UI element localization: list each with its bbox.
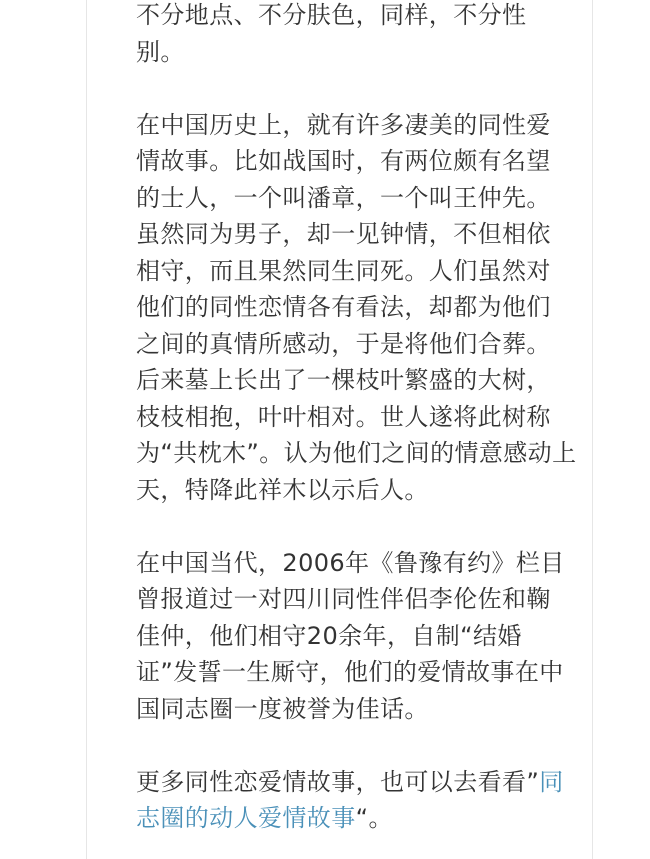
story-link[interactable]: 志圈的动人爱情故事	[136, 804, 356, 832]
text-line: 曾报道过一对四川同性伴侣李伦佐和鞠	[136, 585, 551, 613]
text-line: 不分地点、不分肤色，同样，不分性	[136, 1, 527, 29]
paragraph-gap	[136, 508, 576, 545]
text-line: 后来墓上长出了一棵枝叶繁盛的大树，	[136, 366, 551, 394]
text-line: 证”发誓一生厮守，他们的爱情故事在中	[136, 658, 564, 686]
text-line: 为“共枕木”。认为他们之间的情意感动上	[136, 439, 577, 467]
text-line: 之间的真情所感动，于是将他们合葬。	[136, 329, 551, 358]
text-line: 国同志圈一度被誉为佳话。	[136, 694, 429, 723]
closing-paragraph	[136, 764, 576, 837]
text-line: 在中国历史上，就有许多凄美的同性爱	[136, 110, 551, 139]
paragraph-2	[136, 107, 576, 509]
closing-line-2	[136, 800, 576, 837]
paragraph-3	[136, 545, 576, 728]
text-line: 他们的同性恋情各有看法，却都为他们	[136, 293, 551, 321]
right-border	[592, 0, 593, 859]
text-line: 相守，而且果然同生同死。人们虽然对	[136, 256, 551, 285]
text-line: 枝枝相抱，叶叶相对。世人遂将此树称	[136, 402, 551, 431]
text-line: 佳仲，他们相守20余年，自制“结婚	[136, 621, 522, 650]
paragraph-1	[136, 0, 576, 70]
closing-text: 更多同性恋爱情故事，也可以去看看”	[136, 767, 540, 796]
paragraph-gap	[136, 70, 576, 107]
text-line: 在中国当代，2006年《鲁豫有约》栏目	[136, 548, 565, 577]
text-line: 别。	[136, 37, 185, 66]
paragraph-gap	[136, 727, 576, 764]
text-line: 天，特降此祥木以示后人。	[136, 475, 429, 504]
text-line: 虽然同为男子，却一见钟情，不但相依	[136, 220, 551, 248]
article-body	[136, 0, 576, 837]
text-line: 情故事。比如战国时，有两位颇有名望	[136, 147, 551, 175]
left-border	[86, 0, 87, 859]
closing-text: “。	[355, 804, 393, 832]
story-link[interactable]: 同	[539, 767, 564, 796]
text-line: 的士人，一个叫潘章，一个叫王仲先。	[136, 183, 551, 212]
closing-line-1	[136, 764, 576, 801]
